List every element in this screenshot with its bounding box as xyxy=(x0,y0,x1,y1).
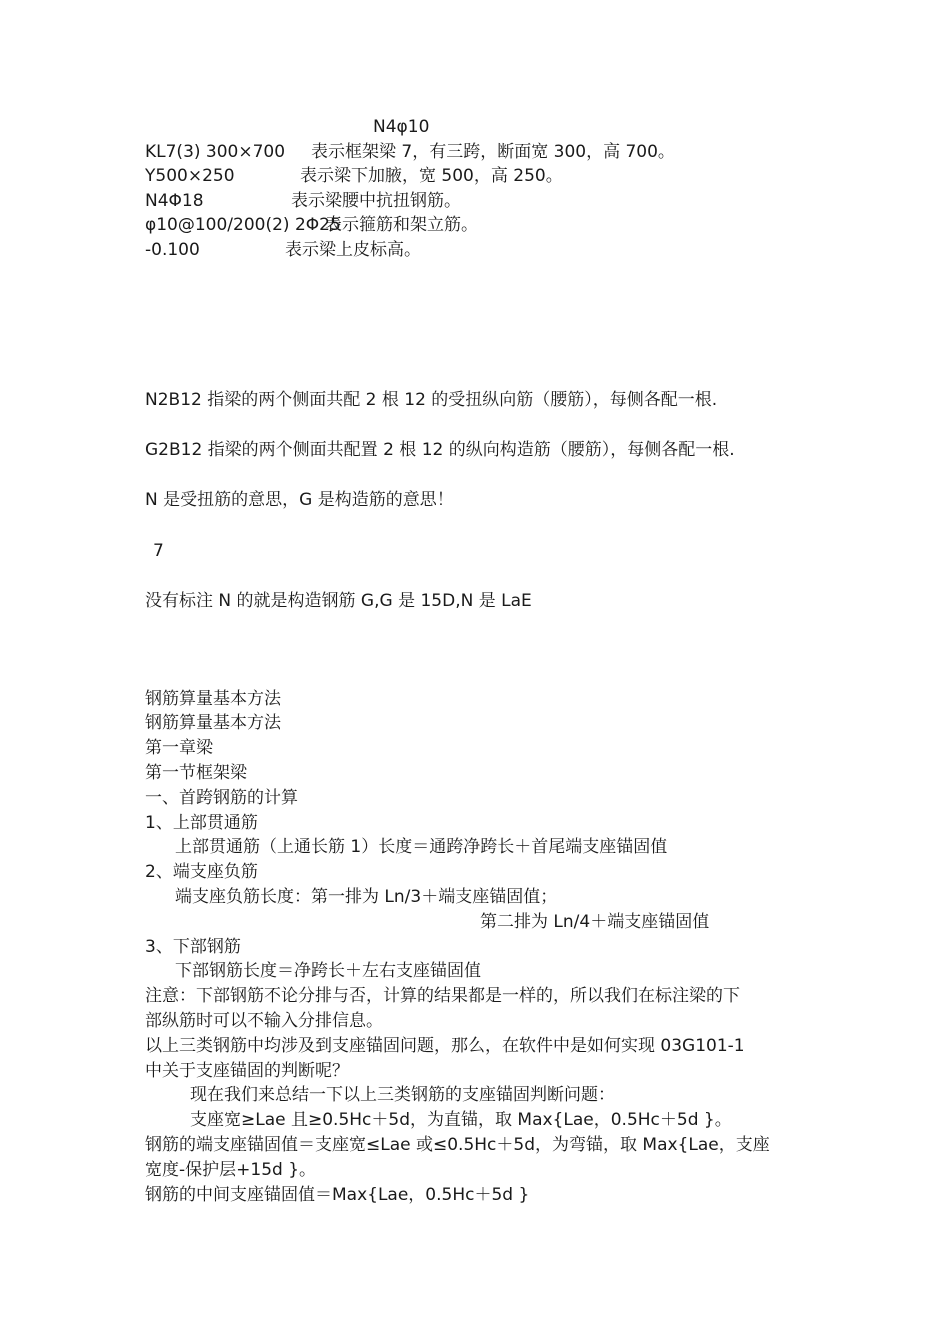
spec-row-kl7 xyxy=(145,141,675,163)
item-text-2a: 端支座负筋长度：第一排为 Ln/3＋端支座锚固值； xyxy=(175,887,558,907)
subsection-heading: 一、首跨钢筋的计算 xyxy=(145,788,298,808)
spec-row-y500 xyxy=(145,165,563,187)
spec-code: φ10@100/200(2) 2Φ25 xyxy=(145,215,341,235)
straight-anchor-rule: 支座宽≥Lae 且≥0.5Hc＋5d，为直锚，取 Max{Lae，0.5Hc＋5d }。 xyxy=(190,1110,732,1130)
note-meaning: N 是受扭筋的意思，G 是构造筋的意思！ xyxy=(145,490,454,510)
item-text-2b: 第二排为 Ln/4＋端支座锚固值 xyxy=(480,912,710,932)
anchor-paragraph-b: 中关于支座锚固的判断呢？ xyxy=(145,1061,349,1081)
note-n2b12: N2B12 指梁的两个侧面共配 2 根 12 的受扭纵向筋（腰筋），每侧各配一根. xyxy=(145,390,718,410)
item-text-1: 上部贯通筋（上通长筋 1）长度＝通跨净跨长＋首尾端支座锚固值 xyxy=(175,837,668,857)
item-heading-2: 2、端支座负筋 xyxy=(145,862,258,882)
note-g2b12: G2B12 指梁的两个侧面共配置 2 根 12 的纵向构造筋（腰筋），每侧各配一根. xyxy=(145,440,735,460)
section-heading: 第一节框架梁 xyxy=(145,763,247,783)
middle-support-rule: 钢筋的中间支座锚固值＝Max{Lae，0.5Hc＋5d } xyxy=(145,1185,530,1205)
spec-code: Y500×250 xyxy=(145,166,235,186)
end-support-rule-a: 钢筋的端支座锚固值＝支座宽≤Lae 或≤0.5Hc＋5d，为弯锚，取 Max{Lae，支座 xyxy=(145,1135,770,1155)
spec-row-stirrup xyxy=(145,214,478,236)
note-paragraph-b: 部纵筋时可以不输入分排信息。 xyxy=(145,1011,383,1031)
summary-intro: 现在我们来总结一下以上三类钢筋的支座锚固判断问题： xyxy=(190,1085,615,1105)
spec-desc: 表示箍筋和架立筋。 xyxy=(325,215,478,235)
item-heading-1: 1、上部贯通筋 xyxy=(145,813,258,833)
item-heading-3: 3、下部钢筋 xyxy=(145,937,241,957)
spec-desc: 表示梁下加腋，宽 500，高 250。 xyxy=(300,166,563,186)
spec-desc: 表示框架梁 7，有三跨，断面宽 300，高 700。 xyxy=(311,142,675,162)
spec-row-elev xyxy=(145,239,421,261)
method-title-repeat: 钢筋算量基本方法 xyxy=(145,713,281,733)
spec-code: KL7(3) 300×700 xyxy=(145,142,286,162)
spec-row-n4 xyxy=(145,190,461,212)
spec-desc: 表示梁上皮标高。 xyxy=(285,240,421,260)
anchor-paragraph-a: 以上三类钢筋中均涉及到支座锚固问题，那么，在软件中是如何实现 03G101-1 xyxy=(145,1036,745,1056)
method-title: 钢筋算量基本方法 xyxy=(145,689,281,709)
note-no-mark: 没有标注 N 的就是构造钢筋 G,G 是 15D,N 是 LaE xyxy=(145,591,532,611)
note-number: 7 xyxy=(153,541,164,561)
item-text-3: 下部钢筋长度＝净跨长＋左右支座锚固值 xyxy=(175,961,481,981)
note-paragraph-a: 注意：下部钢筋不论分排与否，计算的结果都是一样的，所以我们在标注梁的下 xyxy=(145,986,740,1006)
chapter-heading: 第一章梁 xyxy=(145,738,213,758)
spec-code: N4Φ18 xyxy=(145,191,204,211)
spec-code: -0.100 xyxy=(145,240,200,260)
spec-header: N4φ10 xyxy=(373,117,430,137)
spec-desc: 表示梁腰中抗扭钢筋。 xyxy=(291,191,461,211)
end-support-rule-b: 宽度-保护层+15d }。 xyxy=(145,1160,317,1180)
